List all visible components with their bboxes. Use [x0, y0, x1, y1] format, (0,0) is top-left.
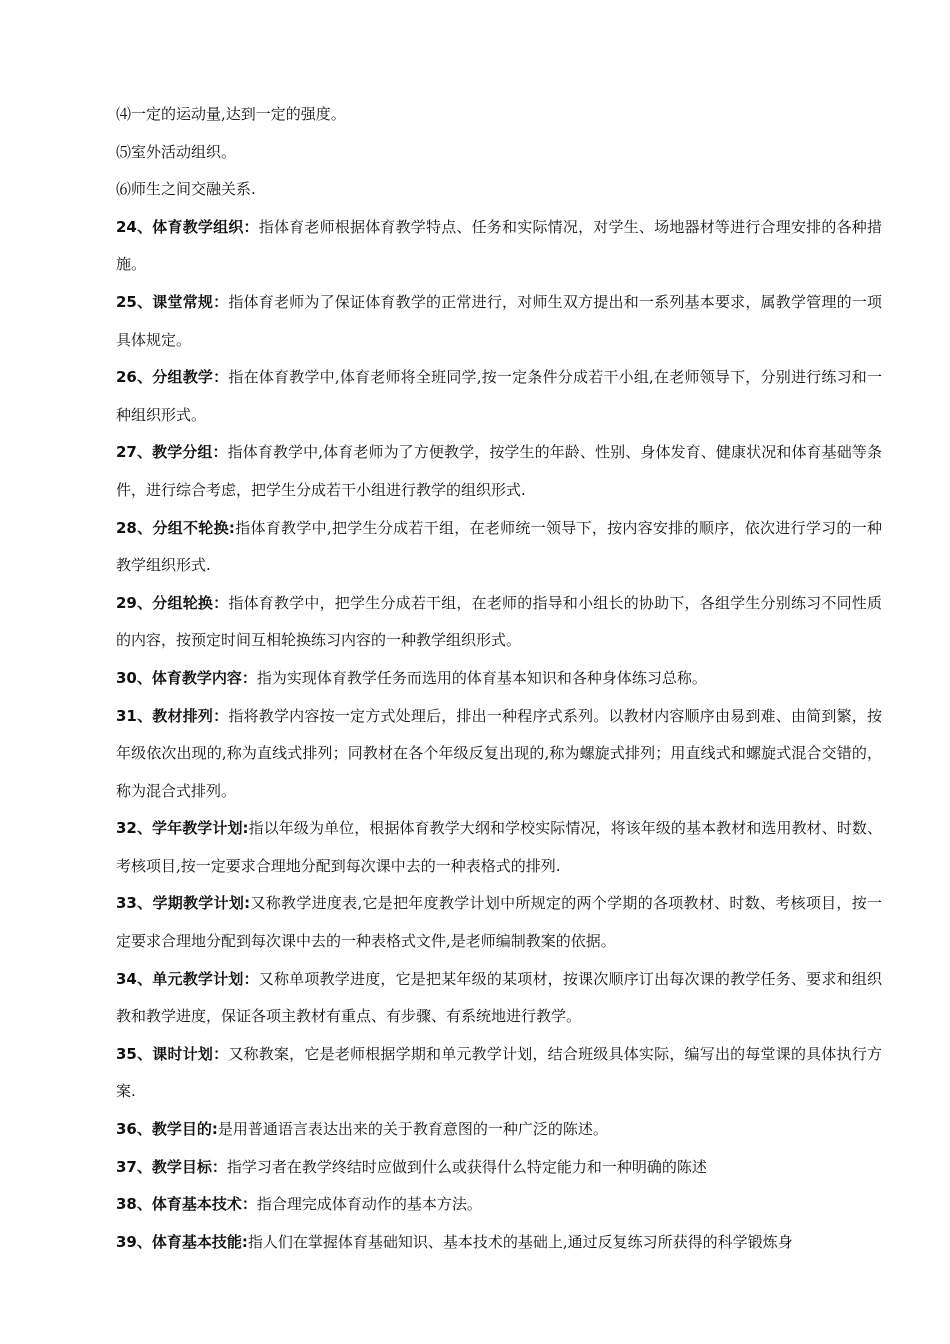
term: 37、教学目标: [116, 1157, 212, 1176]
term: 32、学年教学计划: [116, 819, 243, 838]
list-item: ⑸室外活动组织。: [116, 142, 237, 161]
term: 27、教学分组: [116, 443, 213, 462]
list-item: ⑷一定的运动量,达到一定的强度。: [116, 105, 346, 123]
term: 35、课时计划: [116, 1044, 214, 1063]
definition-text: 是用普通语言表达出来的关于教育意图的一种广泛的陈述。: [217, 1120, 608, 1139]
term-separator: ：: [241, 1195, 257, 1214]
term: 25、课堂常规: [116, 292, 214, 311]
definition-entry: [116, 961, 882, 1036]
term: 39、体育基本技能: [116, 1232, 242, 1251]
definition-entry: [116, 698, 882, 811]
definition-text: 指体育老师为了保证体育教学的正常进行，对师生双方提出和一系列基本要求，属教学管理的一项具体规定。: [116, 292, 883, 349]
term: 38、体育基本技术: [116, 1195, 242, 1214]
term-separator: ：: [213, 706, 229, 725]
term: 29、分组轮换: [116, 593, 214, 612]
definition-entry: [116, 434, 882, 509]
definition-text: 指体育老师根据体育教学特点、任务和实际情况，对学生、场地器材等进行合理安排的各种措施。: [116, 217, 882, 274]
definition-entry: [116, 284, 882, 359]
document-body: [116, 96, 882, 1261]
term-separator: ：: [213, 368, 229, 387]
term: 24、体育教学组织: [116, 217, 244, 236]
definition-entry: [116, 1224, 882, 1262]
list-item: ⑹师生之间交融关系.: [116, 180, 256, 199]
definition-entry: [116, 1111, 882, 1149]
definition-entry: [116, 885, 882, 960]
term-separator: ：: [243, 217, 259, 236]
term-separator: ：: [213, 292, 229, 311]
definition-text: 指体育教学中,体育老师为了方便教学，按学生的年龄、性别、身体发育、健康状况和体育基础等条件，进行综合考虑，把学生分成若干小组进行教学的组织形式.: [116, 443, 882, 499]
term-separator: ：: [241, 668, 257, 687]
definition-text: 指为实现体育教学任务而选用的体育基本知识和各种身体练习总称。: [256, 668, 707, 687]
term-separator: :: [244, 894, 251, 913]
definition-entry: [116, 359, 882, 434]
definition-entry: [116, 209, 882, 284]
definition-text: 指体育教学中，把学生分成若干组，在老师的指导和小组长的协助下，各组学生分别练习不同性质的内容，按预定时间互相轮换练习内容的一种教学组织形式。: [116, 593, 883, 650]
term: 30、体育教学内容: [116, 668, 242, 687]
definition-text: 指人们在掌握体育基础知识、基本技术的基础上,通过反复练习所获得的科学锻炼身: [247, 1232, 793, 1251]
term-separator: ：: [212, 443, 228, 462]
term-separator: ：: [243, 969, 259, 988]
definition-entry: [116, 660, 882, 698]
definition-text: 指合理完成体育动作的基本方法。: [256, 1195, 482, 1214]
definition-text: 指学习者在教学终结时应做到什么或获得什么特定能力和一种明确的陈述: [226, 1157, 707, 1176]
term-separator: :: [242, 819, 249, 838]
term: 28、分组不轮换: [116, 518, 229, 537]
definition-entry: [116, 810, 882, 885]
term: 26、分组教学: [116, 368, 214, 387]
definition-text: 指以年级为单位，根据体育教学大纲和学校实际情况，将该年级的基本教材和选用教材、时数、考核项目,按一定要求合理地分配到每次课中去的一种表格式的排列.: [116, 819, 883, 875]
definition-text: 又称单项教学进度，它是把某年级的某项材，按课次顺序订出每次课的教学任务、要求和组织教和教学进度，保证各项主教材有重点、有步骤、有系统地进行教学。: [116, 969, 882, 1026]
term-separator: :: [228, 518, 235, 537]
definition-entry: [116, 585, 882, 660]
definition-text: 指将教学内容按一定方式处理后，排出一种程序式系列。以教材内容顺序由易到难、由简到繁，按年级依次出现的,称为直线式排列；同教材在各个年级反复出现的,称为螺旋式排列；用直线式和螺旋式混合交错的，称为混合式排列。: [116, 706, 883, 800]
term-separator: ：: [213, 1044, 229, 1063]
definition-entry: [116, 1186, 882, 1224]
definition-text: 又称教案，它是老师根据学期和单元教学计划，结合班级具体实际，编写出的每堂课的具体执行方案.: [116, 1044, 883, 1101]
term: 33、学期教学计划: [116, 894, 245, 913]
term-separator: ：: [211, 1157, 227, 1176]
term-separator: :: [211, 1120, 218, 1139]
definition-text: 又称教学进度表,它是把年度教学计划中所规定的两个学期的各项教材、时数、考核项目，按一定要求合理地分配到每次课中去的一种表格式文件,是老师编制教案的依据。: [116, 894, 882, 951]
definition-entry: [116, 1036, 882, 1111]
definition-text: 指在体育教学中,体育老师将全班同学,按一定条件分成若干小组,在老师领导下，分别进行练习和一种组织形式。: [116, 368, 882, 424]
definition-text: 指体育教学中,把学生分成若干组，在老师统一领导下，按内容安排的顺序，依次进行学习的一种教学组织形式.: [116, 518, 882, 575]
term: 31、教材排列: [116, 706, 214, 725]
term: 36、教学目的: [116, 1120, 212, 1139]
term-separator: ：: [213, 593, 229, 612]
term-separator: :: [241, 1232, 248, 1251]
term: 34、单元教学计划: [116, 969, 244, 988]
definition-entry: [116, 510, 882, 585]
definition-entry: [116, 1149, 882, 1187]
